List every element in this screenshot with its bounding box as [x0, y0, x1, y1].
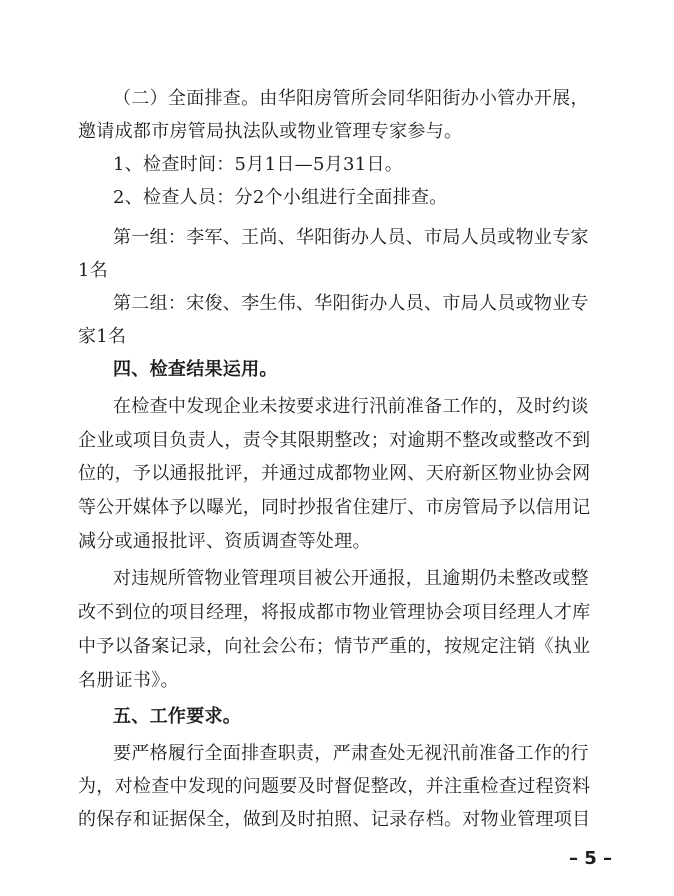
paragraph-line: 第二组：宋俊、李生伟、华阳街办人员、市局人员或物业专 — [113, 293, 589, 314]
paragraph-line: 为，对检查中发现的问题要及时督促整改，并注重检查过程资料 — [78, 776, 591, 797]
paragraph-line: 改不到位的项目经理，将报成都市物业管理协会项目经理人才库 — [78, 602, 591, 623]
paragraph-line: 对违规所管物业管理项目被公开通报，且逾期仍未整改或整 — [113, 568, 589, 589]
paragraph-line: 要严格履行全面排查职责，严肃查处无视汛前准备工作的行 — [113, 743, 589, 764]
paragraph-line: 等公开媒体予以曝光，同时抄报省住建厅、市房管局予以信用记 — [78, 497, 591, 518]
paragraph-line: 企业或项目负责人，责令其限期整改；对逾期不整改或整改不到 — [78, 430, 591, 451]
paragraph-line: 邀请成都市房管局执法队或物业管理专家参与。 — [78, 121, 463, 142]
paragraph-line: 名册证书》。 — [78, 670, 179, 691]
paragraph-line: （二）全面排查。由华阳房管所会同华阳街办小管办开展， — [113, 88, 589, 109]
paragraph-line: 2、检查人员：分2个小组进行全面排查。 — [113, 187, 448, 208]
paragraph-line: 中予以备案记录，向社会公布；情节严重的，按规定注销《执业 — [78, 636, 591, 657]
paragraph-line: 1名 — [78, 260, 109, 281]
paragraph-line: 家1名 — [78, 326, 127, 347]
page-number: – 5 – — [568, 848, 612, 869]
paragraph-line: 第一组：李军、王尚、华阳街办人员、市局人员或物业专家 — [113, 227, 589, 248]
section-heading: 五、工作要求。 — [113, 706, 242, 727]
paragraph-line: 的保存和证据保全，做到及时拍照、记录存档。对物业管理项目 — [78, 809, 591, 830]
paragraph-line: 在检查中发现企业未按要求进行汛前准备工作的，及时约谈 — [113, 396, 589, 417]
paragraph-line: 位的，予以通报批评，并通过成都物业网、天府新区物业协会网 — [78, 463, 591, 484]
paragraph-line: 减分或通报批评、资质调查等处理。 — [78, 531, 371, 552]
paragraph-line: 1、检查时间：5月1日—5月31日。 — [113, 154, 404, 175]
section-heading: 四、检查结果运用。 — [113, 359, 278, 380]
